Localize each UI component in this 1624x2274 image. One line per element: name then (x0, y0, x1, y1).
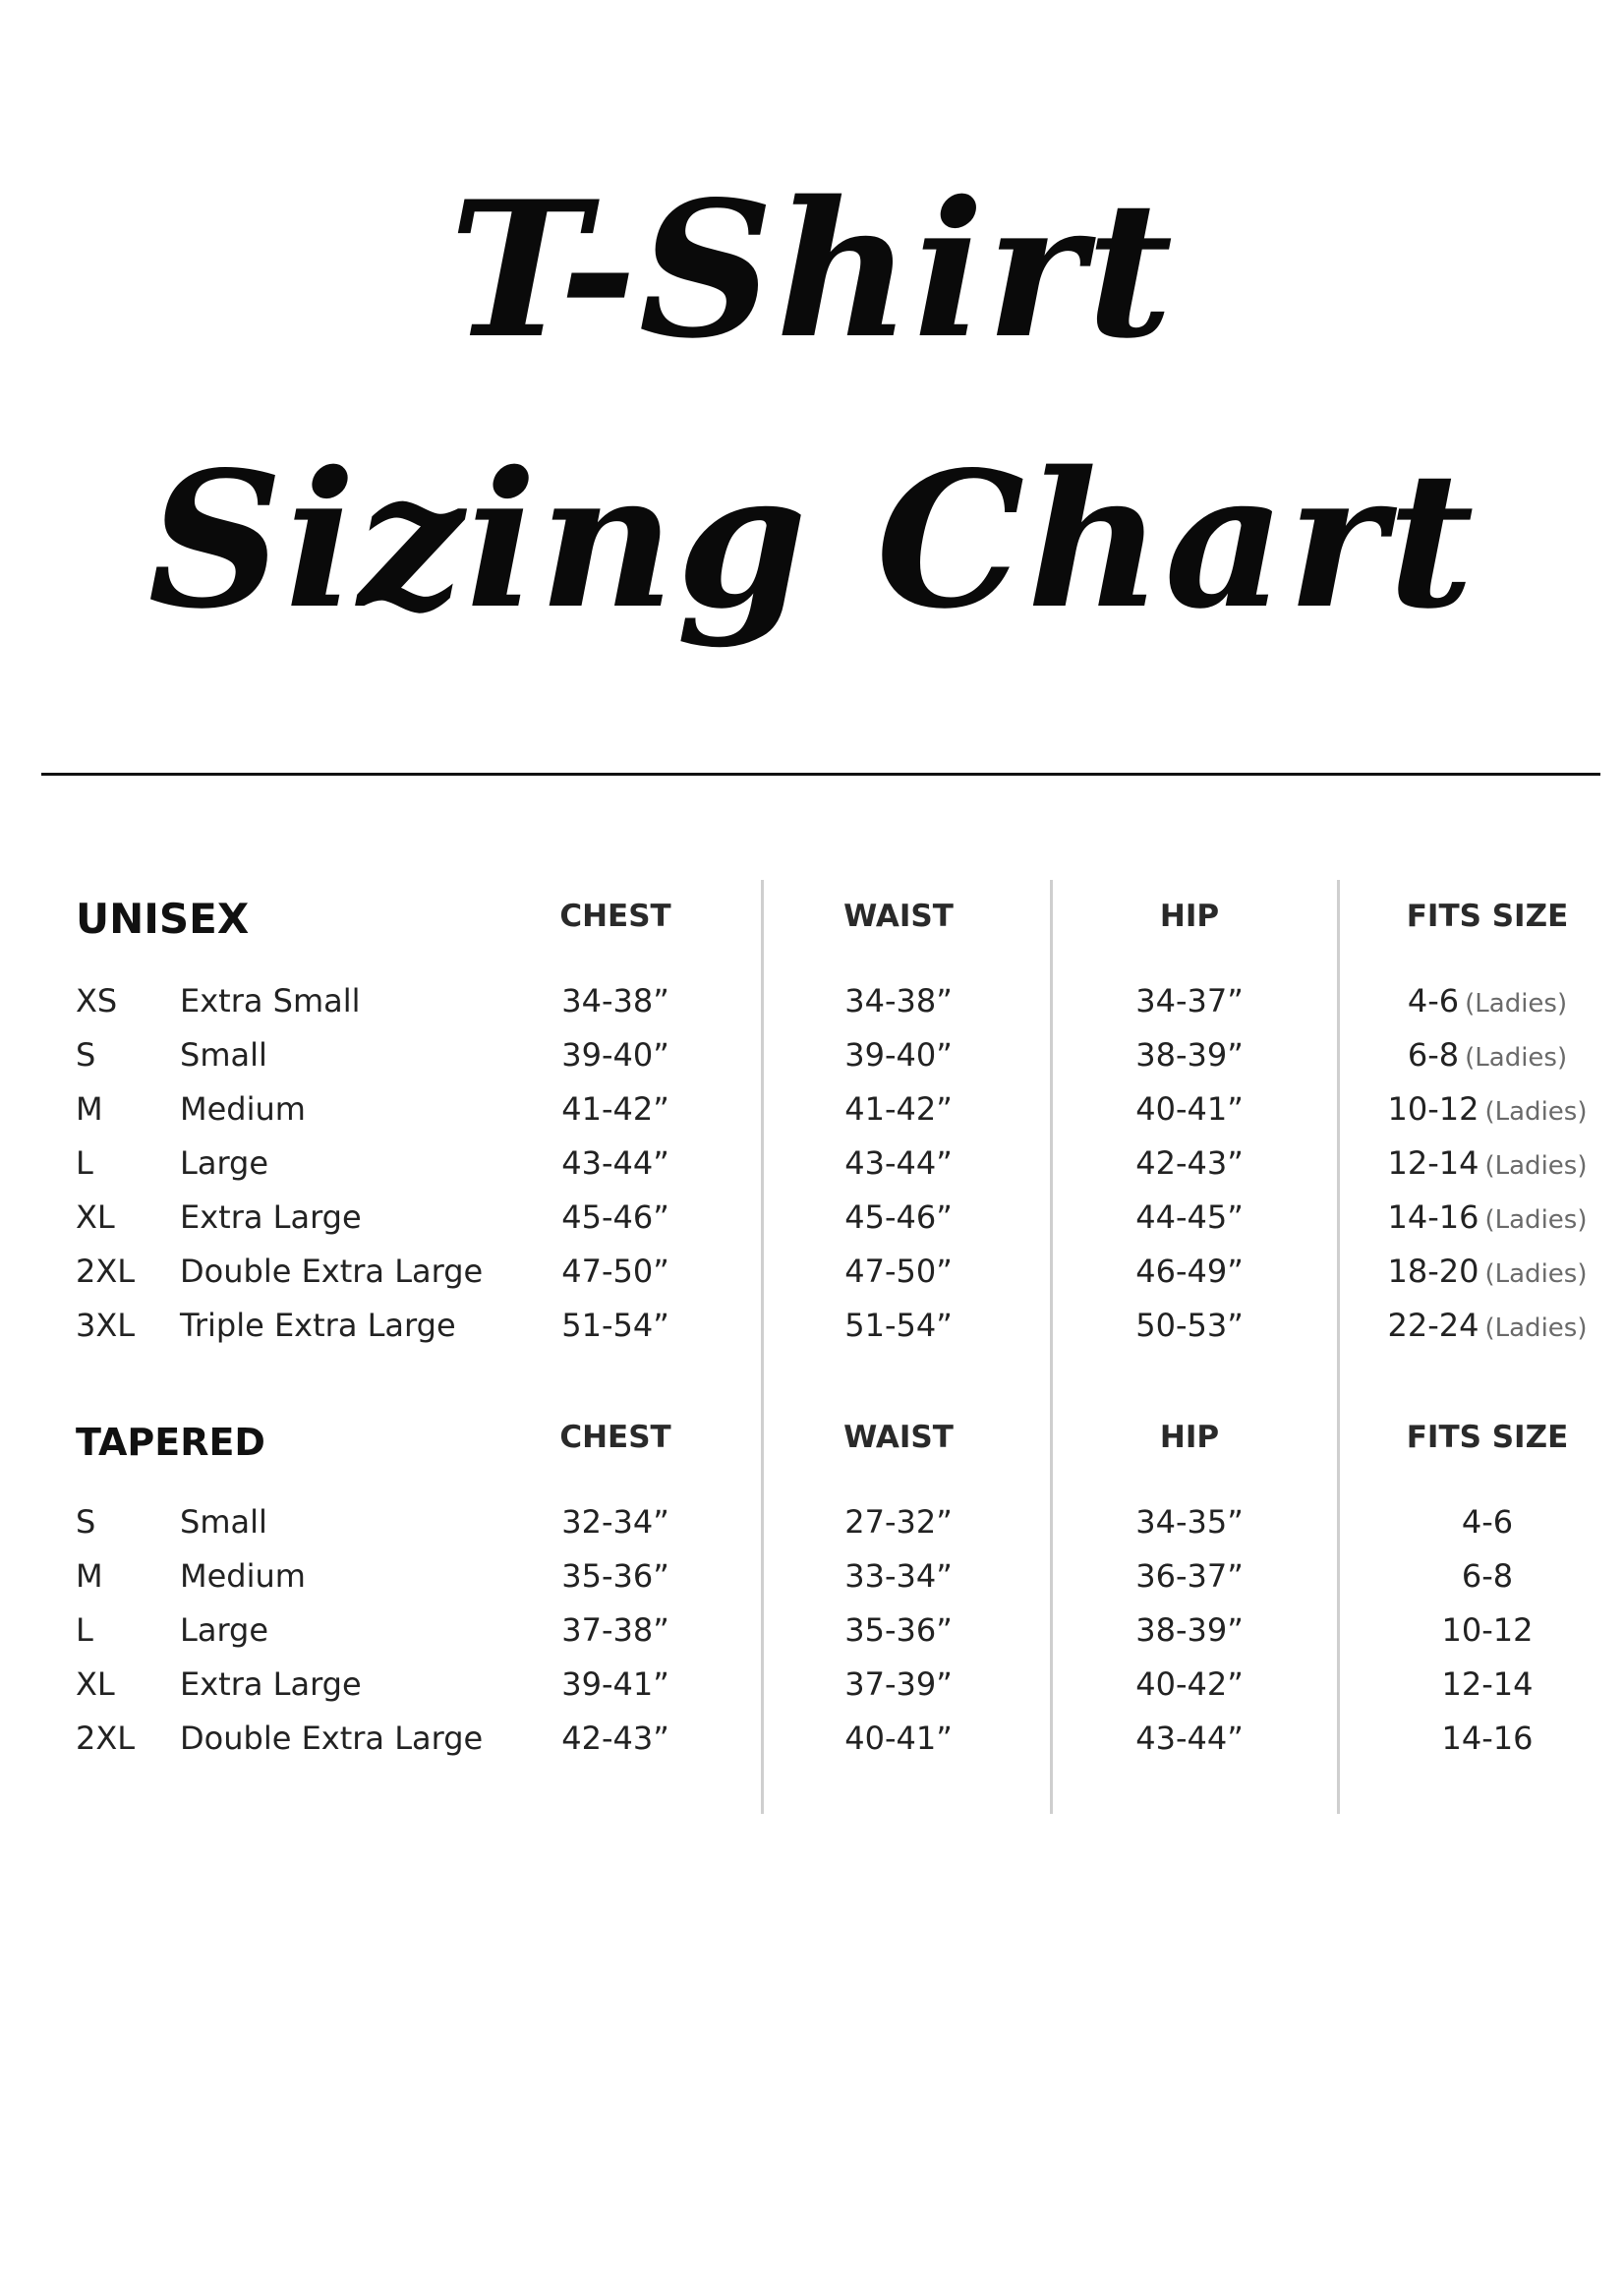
title-divider (41, 773, 1600, 776)
size-name: Extra Small (180, 982, 361, 1020)
hip-value: 40-41” (1135, 1090, 1244, 1128)
fits-size-value: 12-14 (1441, 1665, 1534, 1703)
size-name: Small (180, 1503, 267, 1541)
waist-value: 27-32” (844, 1503, 953, 1541)
size-name: Triple Extra Large (180, 1307, 456, 1344)
chest-value: 39-41” (561, 1665, 669, 1703)
size-code: XS (76, 982, 118, 1020)
tapered-header-fits-size: FITS SIZE (1406, 1420, 1569, 1455)
hip-value: 42-43” (1135, 1144, 1244, 1182)
size-code: M (76, 1090, 103, 1128)
size-code: L (76, 1611, 93, 1649)
fits-size-number: 18-20 (1387, 1253, 1479, 1290)
fits-size-value (1357, 1247, 1618, 1299)
tapered-section-title: TAPERED (76, 1421, 265, 1464)
table-row (0, 1193, 1624, 1242)
size-name: Large (180, 1144, 269, 1182)
fits-size-value: 10-12 (1441, 1611, 1534, 1649)
size-name: Double Extra Large (180, 1720, 484, 1757)
chest-value: 51-54” (561, 1307, 669, 1344)
fits-size-value (1357, 976, 1618, 1028)
size-name: Small (180, 1036, 267, 1074)
unisex-header-chest: CHEST (559, 899, 671, 934)
waist-value: 43-44” (844, 1144, 953, 1182)
hip-value: 46-49” (1135, 1253, 1244, 1290)
table-row (0, 1030, 1624, 1079)
size-code: L (76, 1144, 93, 1182)
table-row (0, 1084, 1624, 1134)
fits-size-value: 4-6 (1461, 1503, 1514, 1541)
size-name: Large (180, 1611, 269, 1649)
fits-size-number: 10-12 (1387, 1090, 1479, 1128)
chest-value: 43-44” (561, 1144, 669, 1182)
chest-value: 37-38” (561, 1611, 669, 1649)
waist-value: 45-46” (844, 1198, 953, 1236)
chest-value: 32-34” (561, 1503, 669, 1541)
size-code: S (76, 1503, 96, 1541)
waist-value: 37-39” (844, 1665, 953, 1703)
waist-value: 41-42” (844, 1090, 953, 1128)
waist-value: 35-36” (844, 1611, 953, 1649)
fits-size-number: 4-6 (1407, 982, 1460, 1020)
table-row (0, 1551, 1624, 1601)
table-row (0, 1301, 1624, 1350)
hip-value: 34-37” (1135, 982, 1244, 1020)
table-row (0, 1138, 1624, 1188)
fits-size-number: 22-24 (1387, 1307, 1479, 1344)
chest-value: 47-50” (561, 1253, 669, 1290)
hip-value: 36-37” (1135, 1557, 1244, 1595)
hip-value: 40-42” (1135, 1665, 1244, 1703)
hip-value: 50-53” (1135, 1307, 1244, 1344)
waist-value: 34-38” (844, 982, 953, 1020)
table-row (0, 1497, 1624, 1546)
hip-value: 44-45” (1135, 1198, 1244, 1236)
unisex-header-waist: WAIST (843, 899, 954, 934)
table-row (0, 1660, 1624, 1709)
chest-value: 39-40” (561, 1036, 669, 1074)
fits-size-note: (Ladies) (1484, 1151, 1588, 1181)
size-code: S (76, 1036, 96, 1074)
chest-value: 35-36” (561, 1557, 669, 1595)
fits-size-value (1357, 1084, 1618, 1137)
size-code: XL (76, 1198, 115, 1236)
waist-value: 51-54” (844, 1307, 953, 1344)
tapered-header-waist: WAIST (843, 1420, 954, 1455)
unisex-header-row (0, 892, 1624, 941)
fits-size-value (1357, 1030, 1618, 1082)
fits-size-number: 6-8 (1407, 1036, 1460, 1074)
waist-value: 33-34” (844, 1557, 953, 1595)
size-name: Extra Large (180, 1198, 362, 1236)
fits-size-value: 6-8 (1461, 1557, 1514, 1595)
size-name: Medium (180, 1090, 306, 1128)
unisex-header-hip: HIP (1159, 899, 1220, 934)
size-code: XL (76, 1665, 115, 1703)
chest-value: 34-38” (561, 982, 669, 1020)
size-code: M (76, 1557, 103, 1595)
chest-value: 45-46” (561, 1198, 669, 1236)
hip-value: 43-44” (1135, 1720, 1244, 1757)
fits-size-note: (Ladies) (1465, 1043, 1568, 1073)
size-code: 2XL (76, 1720, 136, 1757)
table-row (0, 1605, 1624, 1655)
fits-size-note: (Ladies) (1484, 1313, 1588, 1343)
table-row (0, 1247, 1624, 1296)
unisex-section-title: UNISEX (76, 895, 250, 943)
hip-value: 38-39” (1135, 1036, 1244, 1074)
fits-size-value (1357, 1301, 1618, 1353)
unisex-header-fits-size: FITS SIZE (1406, 899, 1569, 934)
fits-size-note: (Ladies) (1484, 1205, 1588, 1235)
waist-value: 40-41” (844, 1720, 953, 1757)
fits-size-note: (Ladies) (1484, 1259, 1588, 1289)
tapered-header-hip: HIP (1159, 1420, 1220, 1455)
tapered-header-row (0, 1413, 1624, 1462)
size-code: 3XL (76, 1307, 136, 1344)
size-name: Medium (180, 1557, 306, 1595)
table-row (0, 976, 1624, 1025)
size-name: Extra Large (180, 1665, 362, 1703)
table-row (0, 1714, 1624, 1763)
chest-value: 41-42” (561, 1090, 669, 1128)
title-line-1: T-Shirt (448, 160, 1176, 379)
waist-value: 39-40” (844, 1036, 953, 1074)
hip-value: 34-35” (1135, 1503, 1244, 1541)
fits-size-value (1357, 1193, 1618, 1245)
size-code: 2XL (76, 1253, 136, 1290)
fits-size-note: (Ladies) (1465, 989, 1568, 1019)
fits-size-number: 12-14 (1387, 1144, 1479, 1182)
hip-value: 38-39” (1135, 1611, 1244, 1649)
fits-size-note: (Ladies) (1484, 1097, 1588, 1127)
title-line-2: Sizing Chart (147, 431, 1477, 650)
chest-value: 42-43” (561, 1720, 669, 1757)
fits-size-value (1357, 1138, 1618, 1191)
tapered-header-chest: CHEST (559, 1420, 671, 1455)
size-name: Double Extra Large (180, 1253, 484, 1290)
fits-size-number: 14-16 (1387, 1198, 1479, 1236)
waist-value: 47-50” (844, 1253, 953, 1290)
fits-size-value: 14-16 (1441, 1720, 1534, 1757)
